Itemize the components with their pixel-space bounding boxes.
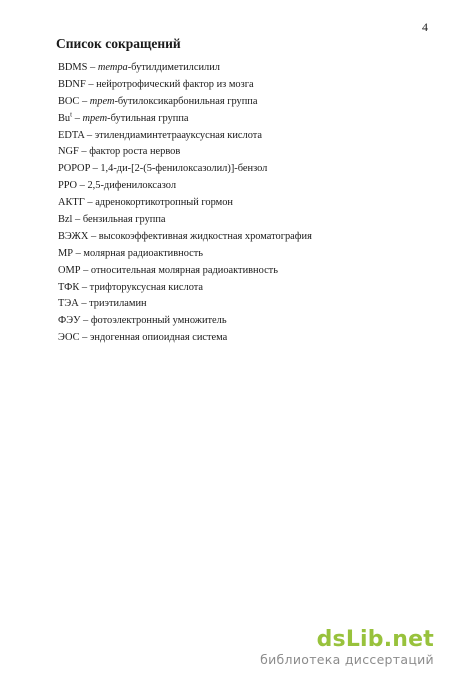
abbreviation-definition: -бутилоксикарбонильная группа <box>114 95 258 107</box>
abbreviation-term: ТФК <box>58 281 80 293</box>
abbreviation-definition: относительная молярная радиоактивность <box>90 264 278 276</box>
abbreviation-definition: триэтиламин <box>89 298 147 310</box>
abbreviation-dash: – <box>80 315 91 327</box>
abbreviation-entry <box>58 263 312 280</box>
abbreviation-dash: – <box>72 112 83 124</box>
page-title: Список сокращений <box>56 36 181 51</box>
abbreviation-entry <box>58 144 312 161</box>
abbreviation-dash: – <box>84 129 95 141</box>
watermark-logo: dsLib.net <box>316 627 434 652</box>
abbreviation-list <box>58 60 312 347</box>
watermark <box>260 628 434 668</box>
abbreviation-entry <box>58 161 312 178</box>
abbreviation-entry <box>58 246 312 263</box>
abbreviation-dash: – <box>89 163 101 175</box>
abbreviation-entry <box>58 313 312 330</box>
abbreviation-definition: адренокортикотропный гормон <box>95 197 233 209</box>
abbreviation-definition: 1,4-ди-[2-(5-фенилоксазолил)]-бензол <box>100 163 268 175</box>
abbreviation-term: EDTA <box>58 129 85 141</box>
abbreviation-entry <box>58 77 312 94</box>
abbreviation-definition: бензильная группа <box>82 214 166 226</box>
abbreviation-term: Bu <box>58 112 71 124</box>
abbreviation-definition: эндогенная опиоидная система <box>89 332 228 344</box>
abbreviation-italic-prefix: тетра <box>97 62 128 73</box>
abbreviation-term: BDNF <box>58 78 86 90</box>
abbreviation-definition: трифторуксусная кислота <box>89 281 204 293</box>
abbreviation-dash: – <box>80 264 91 276</box>
abbreviation-term: ТЭА <box>58 298 79 310</box>
abbreviation-term: АКТГ <box>58 197 85 209</box>
abbreviation-dash: – <box>84 197 96 209</box>
abbreviation-entry <box>58 229 312 246</box>
abbreviation-term: PPO <box>58 180 78 192</box>
abbreviation-dash: – <box>88 230 99 242</box>
abbreviation-term: BDMS <box>58 62 88 73</box>
abbreviation-entry <box>58 128 312 145</box>
abbreviation-dash: – <box>79 281 90 293</box>
abbreviation-italic-prefix: трет <box>89 95 115 107</box>
page-number: 4 <box>422 20 428 34</box>
watermark-caption: библиотека диссертаций <box>260 652 434 667</box>
abbreviation-dash: – <box>77 180 88 192</box>
abbreviation-entry <box>58 330 312 347</box>
abbreviation-definition: -бутилдиметилсилил <box>127 62 220 73</box>
abbreviation-entry <box>58 195 312 212</box>
abbreviation-term: Bzl <box>58 214 73 226</box>
abbreviation-term: POPOP <box>58 163 90 175</box>
abbreviation-entry <box>58 60 312 77</box>
abbreviation-dash: – <box>73 247 84 259</box>
abbreviation-entry <box>58 178 312 195</box>
abbreviation-entry <box>58 111 312 128</box>
abbreviation-definition: высокоэффективная жидкостная хроматография <box>98 230 312 242</box>
abbreviation-definition: нейротрофический фактор из мозга <box>96 78 254 90</box>
abbreviation-term: МР <box>58 247 74 259</box>
abbreviation-term: NGF <box>58 146 79 158</box>
abbreviation-dash: – <box>78 298 90 310</box>
abbreviation-term: ЭОС <box>58 332 80 344</box>
abbreviation-italic-prefix: трет <box>82 112 108 124</box>
abbreviation-definition: этилендиаминтетраауксусная кислота <box>94 129 263 141</box>
abbreviation-term: BOC <box>58 95 80 107</box>
abbreviation-dash: – <box>85 78 97 90</box>
abbreviation-term: ОМР <box>58 264 81 276</box>
abbreviation-entry <box>58 94 312 111</box>
abbreviation-dash: – <box>79 95 90 107</box>
abbreviation-dash: – <box>72 214 83 226</box>
abbreviation-entry <box>58 280 312 297</box>
abbreviation-definition: фотоэлектронный умножитель <box>90 315 227 327</box>
abbreviation-term: ФЭУ <box>58 315 81 327</box>
abbreviation-dash: – <box>79 332 90 344</box>
abbreviation-dash: – <box>78 146 90 158</box>
abbreviation-term: ВЭЖХ <box>58 230 89 242</box>
abbreviation-dash: – <box>87 62 98 73</box>
abbreviation-definition: фактор роста нервов <box>89 146 181 158</box>
abbreviation-definition: молярная радиоактивность <box>83 247 204 259</box>
abbreviation-definition: 2,5-дифенилоксазол <box>87 180 177 192</box>
abbreviation-entry <box>58 296 312 313</box>
abbreviation-definition: -бутильная группа <box>107 112 189 124</box>
abbreviation-entry <box>58 212 312 229</box>
abbreviation-superscript: t <box>70 110 73 119</box>
